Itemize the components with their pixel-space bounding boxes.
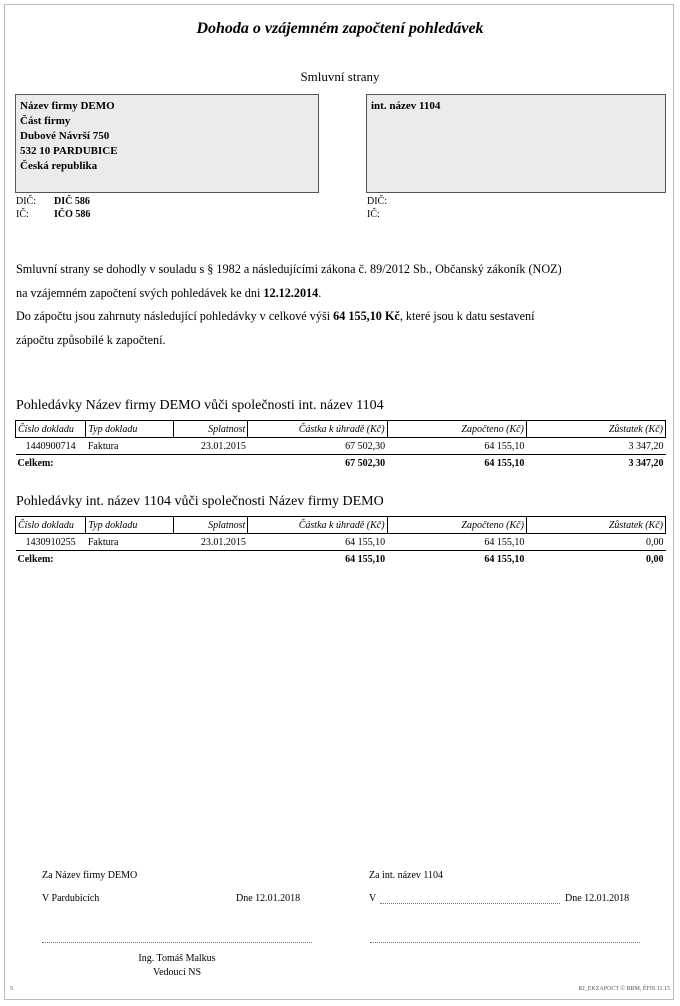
party1-line: Část firmy [20, 115, 71, 127]
cell-typ: Faktura [87, 536, 119, 548]
total-zapocteno: 64 155,10 [387, 455, 526, 472]
col-typ: Typ dokladu [86, 517, 174, 534]
agreement-line-3: Do zápočtu jsou zahrnuty následující pohledávky v celkové výši 64 155,10 Kč, které jsou k datu sestavení [16, 309, 535, 323]
cell-zustatek: 0,00 [646, 536, 664, 548]
agreement-amount: 64 155,10 Kč [333, 309, 400, 323]
party2-ic-label: IČ: [367, 209, 380, 220]
cell-zapocteno: 64 155,10 [484, 536, 525, 548]
sig-left-place: V Pardubicích [42, 893, 100, 904]
cell-cislo: 1440900714 [25, 440, 76, 452]
signatory-role: Vedoucí NS [152, 967, 202, 978]
agreement-text [16, 258, 666, 352]
total-zustatek: 3 347,20 [526, 455, 665, 472]
cell-splatnost: 23.01.2015 [200, 536, 246, 548]
total-label: Celkem: [16, 455, 86, 472]
cell-cislo: 1430910255 [25, 536, 76, 548]
sig-left-date: Dne 12.01.2018 [236, 893, 301, 904]
total-zapocteno: 64 155,10 [387, 551, 526, 568]
col-cislo: Číslo dokladu [16, 517, 86, 534]
sig-right-date: Dne 12.01.2018 [565, 893, 630, 904]
section2-table [15, 516, 666, 567]
party1-ids [16, 195, 90, 221]
col-splatnost: Splatnost [174, 517, 248, 534]
parties-heading: Smluvní strany [300, 69, 380, 84]
table-row [16, 438, 666, 455]
cell-zustatek: 3 347,20 [628, 440, 664, 452]
section1-table [15, 420, 666, 471]
sig-left-person [42, 952, 312, 980]
col-zapocteno: Započteno (Kč) [387, 421, 526, 438]
party1-line: Dubové Návrší 750 [20, 130, 110, 142]
agreement-line-4: zápočtu způsobilé k započtení. [16, 332, 166, 347]
party1-line: Česká republika [20, 160, 98, 172]
sig-right-za: Za int. název 1104 [369, 870, 444, 881]
party2-dic-label: DIČ: [367, 196, 387, 207]
total-zustatek: 0,00 [526, 551, 665, 568]
table-header-row [16, 517, 666, 534]
col-zapocteno: Započteno (Kč) [387, 517, 526, 534]
sig-right-place-line [380, 903, 560, 904]
table-row [16, 534, 666, 551]
cell-zapocteno: 64 155,10 [484, 440, 525, 452]
party2-line: int. název 1104 [371, 100, 441, 112]
table-header-row [16, 421, 666, 438]
col-zustatek: Zůstatek (Kč) [526, 421, 665, 438]
section1-heading: Pohledávky Název firmy DEMO vůči společnosti int. název 1104 [16, 398, 384, 413]
table-total-row [16, 551, 666, 568]
agreement-date: 12.12.2014 [263, 285, 319, 300]
party1-dic-label: DIČ: [16, 196, 36, 207]
party1-ic-value: IČO 586 [54, 209, 91, 220]
cell-splatnost: 23.01.2015 [200, 440, 246, 452]
cell-castka: 67 502,30 [345, 440, 386, 452]
col-zustatek: Zůstatek (Kč) [526, 517, 665, 534]
col-typ: Typ dokladu [86, 421, 174, 438]
signatory-name: Ing. Tomáš Malkus [138, 953, 216, 964]
party2-address-box [366, 94, 666, 193]
party1-line: 532 10 PARDUBICE [20, 145, 118, 157]
party1-ic-label: IČ: [16, 209, 29, 220]
table-total-row [16, 455, 666, 472]
sig-left-line [42, 942, 312, 943]
agreement-line-2: na vzájemném započtení svých pohledávek ke dni 12.12.2014. [16, 285, 322, 300]
col-splatnost: Splatnost [174, 421, 248, 438]
section2-heading: Pohledávky int. název 1104 vůči společnosti Název firmy DEMO [16, 494, 384, 509]
sig-left-za: Za Název firmy DEMO [42, 870, 138, 881]
cell-castka: 64 155,10 [345, 536, 386, 548]
page-number: 5 [10, 986, 13, 992]
col-cislo: Číslo dokladu [16, 421, 86, 438]
agreement-line-1: Smluvní strany se dohodly v souladu s § 1982 a následujícími zákona č. 89/2012 Sb., Občanský zákoník (NOZ) [16, 262, 562, 276]
party1-address-box [15, 94, 319, 193]
total-label: Celkem: [16, 551, 86, 568]
col-castka: Částka k úhradě (Kč) [248, 517, 387, 534]
party1-line: Název firmy DEMO [20, 100, 115, 112]
cell-typ: Faktura [87, 440, 119, 452]
party1-dic-value: DIČ 586 [54, 196, 90, 207]
col-castka: Částka k úhradě (Kč) [248, 421, 387, 438]
sig-right-line [370, 942, 640, 943]
party2-ids [367, 195, 405, 221]
total-castka: 67 502,30 [248, 455, 387, 472]
sig-right-place: V [369, 893, 377, 904]
report-code: RJ_EKZAPOCT © BBM, ÉFIS 11.15 [578, 986, 670, 992]
total-castka: 64 155,10 [248, 551, 387, 568]
document-title: Dohoda o vzájemném započtení pohledávek [196, 20, 484, 37]
